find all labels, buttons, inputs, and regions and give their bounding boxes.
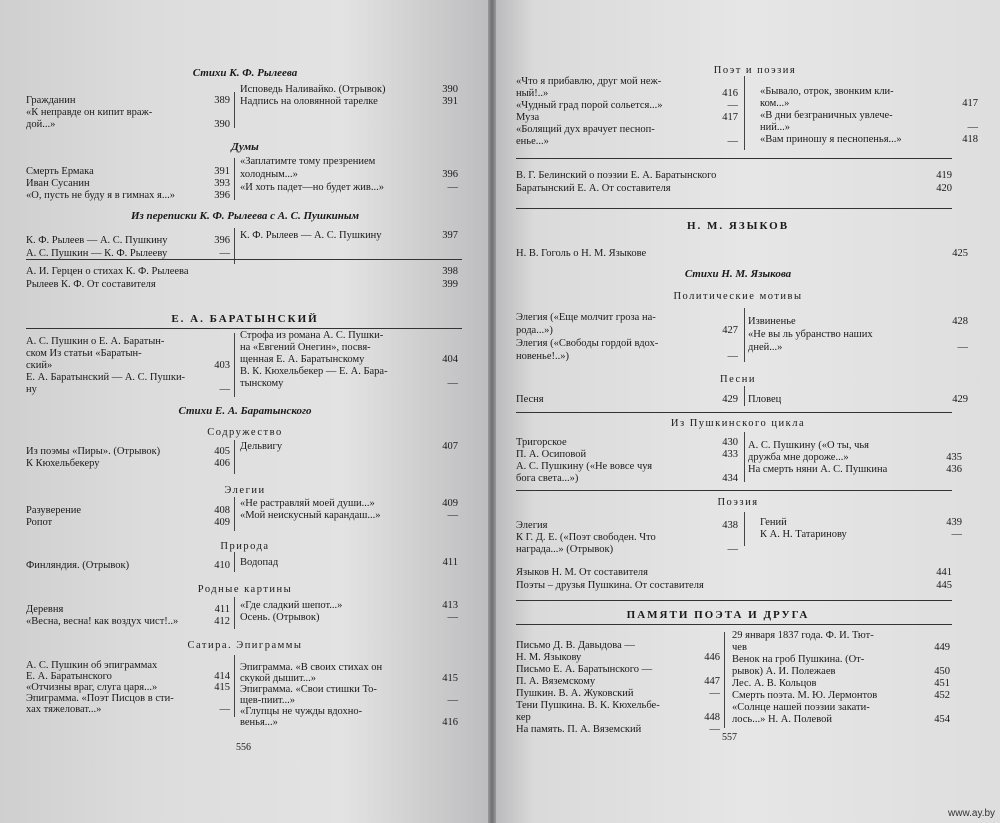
toc-entry-page: 447 [704,676,720,687]
toc-entry-page: 451 [934,678,950,689]
toc-entry-title: ну [26,384,37,395]
toc-entry-page: 417 [722,112,738,123]
toc-entry-page: 449 [934,642,950,653]
toc-entry-title: Дельвигу [240,441,283,452]
section-heading: Родные картины [197,584,293,595]
toc-entry-page: 398 [442,266,458,277]
section-heading: Элегии [224,485,266,496]
toc-entry-page: 434 [722,473,738,484]
toc-entry-title: скукой дышит...» [240,673,316,684]
toc-entry-page: 439 [946,517,962,528]
toc-entry-page: 393 [214,178,230,189]
toc-entry-title: Венок на гроб Пушкина. (От- [732,654,865,665]
toc-entry-title: «Весна, весна! как воздух чист!..» [26,616,179,627]
toc-entry-page: — [709,688,720,699]
toc-entry-title: «Чудный град порой сольется...» [516,100,663,111]
toc-entry-title: Н. М. Языкову [516,652,582,663]
toc-entry-page: — [951,529,962,540]
toc-entry-title: На память. П. А. Вяземский [516,724,642,735]
section-heading: Сатира. Эпиграммы [187,640,303,651]
toc-entry-title: Письмо Д. В. Давыдова — [516,640,635,651]
toc-entry-page: 438 [722,520,738,531]
column-divider [724,632,725,728]
toc-entry-title: дой...» [26,119,56,130]
toc-entry-title: А. И. Герцен о стихах К. Ф. Рылеева [26,266,189,277]
toc-entry-page: 396 [442,169,458,180]
toc-entry-page: 391 [442,96,458,107]
toc-entry-title: Пловец [748,394,782,405]
toc-entry-page: 418 [962,134,978,145]
toc-entry-page: 420 [936,183,952,194]
toc-entry-page: 409 [442,498,458,509]
toc-entry-title: «Где сладкий шепот...» [240,600,343,611]
toc-entry-page: — [967,122,978,133]
toc-entry-title: Смерть поэта. М. Ю. Лермонтов [732,690,878,701]
toc-entry-page: — [727,100,738,111]
toc-entry-page: 390 [214,119,230,130]
toc-entry-title: холодным...» [240,169,298,180]
section-heading: Стихи Е. А. Баратынского [178,405,312,417]
toc-entry-title: П. А. Вяземскому [516,676,596,687]
column-divider [234,655,235,717]
toc-entry-page: 405 [214,446,230,457]
toc-entry-title: Песня [516,394,544,405]
toc-entry-title: Языков Н. М. От составителя [516,567,648,578]
toc-entry-page: 416 [722,88,738,99]
toc-entry-title: Извиненье [748,316,796,327]
toc-entry-title: Поэты – друзья Пушкина. От составителя [516,580,704,591]
toc-entry-title: 29 января 1837 года. Ф. И. Тют- [732,630,874,641]
toc-entry-page: 448 [704,712,720,723]
toc-entry-page: — [727,136,738,147]
toc-entry-page: 414 [214,671,230,682]
divider-line [516,208,952,209]
toc-entry-title: К Кюхельбекеру [26,458,100,469]
divider-line [26,328,462,329]
toc-entry-title: «Отчизны враг, слуга царя...» [26,682,158,693]
toc-entry-title: Водопад [240,557,279,568]
toc-entry-page: 411 [214,604,230,615]
toc-entry-page: 435 [946,452,962,463]
toc-entry-page: — [727,544,738,555]
toc-entry-page: 403 [214,360,230,371]
toc-entry-page: 409 [214,517,230,528]
toc-entry-title: Строфа из романа А. С. Пушки- [240,330,384,341]
toc-entry-title: Тригорское [516,437,567,448]
section-heading: Песни [720,374,756,385]
toc-entry-title: «Мой неискусный карандаш...» [240,510,381,521]
toc-entry-title: Ропот [26,517,53,528]
toc-entry-title: Гений [760,517,787,528]
toc-entry-page: 390 [442,84,458,95]
toc-entry-page: — [219,384,230,395]
toc-entry-title: рывок) А. И. Полежаев [732,666,836,677]
toc-entry-page: — [219,704,230,715]
toc-entry-page: 450 [934,666,950,677]
toc-entry-page: 407 [442,441,458,452]
column-divider [744,432,745,482]
toc-entry-title: щенная Е. А. Баратынскому [240,354,365,365]
toc-entry-page: 411 [442,557,458,568]
toc-entry-page: 408 [214,505,230,516]
column-divider [234,333,235,397]
section-heading: Думы [231,141,259,153]
section-heading: Е. А. БАРАТЫНСКИЙ [171,313,319,325]
toc-entry-title: тынскому [240,378,284,389]
toc-entry-page: — [447,510,458,521]
toc-entry-title: Баратынский Е. А. От составителя [516,183,671,194]
section-heading: Содружество [207,427,283,438]
section-heading: Политические мотивы [673,291,803,302]
toc-entry-page: 433 [722,449,738,460]
toc-entry-page: 417 [962,98,978,109]
toc-entry-page: 428 [952,316,968,327]
toc-entry-title: Тени Пушкина. В. К. Кюхельбе- [516,700,660,711]
toc-entry-title: К. Ф. Рылеев — А. С. Пушкину [26,235,168,246]
toc-entry-page: 445 [936,580,952,591]
toc-entry-title: Финляндия. (Отрывок) [26,560,130,571]
section-heading: Стихи Н. М. Языкова [684,268,792,280]
toc-entry-title: А. С. Пушкину («Не вовсе чуя [516,461,653,472]
toc-entry-page: 396 [214,190,230,201]
toc-entry-title: енье...» [516,136,549,147]
toc-entry-page: 397 [442,230,458,241]
toc-entry-title: «Бывало, отрок, звонким кли- [760,86,894,97]
toc-entry-title: Эпиграмма. «Поэт Писцов в сти- [26,693,174,704]
toc-entry-page: 425 [952,248,968,259]
toc-entry-title: Осень. (Отрывок) [240,612,320,623]
divider-line [26,259,462,260]
toc-entry-page: 429 [952,394,968,405]
column-divider [234,92,235,128]
toc-entry-page: — [727,351,738,362]
toc-entry-title: чев [732,642,747,653]
toc-entry-page: 419 [936,170,952,181]
toc-entry-title: ний...» [760,122,790,133]
divider-line [516,158,952,159]
toc-entry-title: В. Г. Белинский о поэзии Е. А. Баратынского [516,170,717,181]
watermark: www.ay.by [948,808,996,819]
column-divider [234,497,235,531]
toc-entry-title: Элегия [516,520,548,531]
toc-entry-title: «Глупцы не чужды вдохно- [240,706,363,717]
toc-entry-page: — [447,378,458,389]
page-number: 557 [722,732,737,743]
toc-entry-page: 429 [722,394,738,405]
section-heading: Поэт и поэзия [713,65,797,76]
toc-entry-title: «О, пусть не буду я в гимнах я...» [26,190,175,201]
toc-entry-title: «Заплатимте тому презрением [240,156,376,167]
toc-entry-title: А. С. Пушкин о Е. А. Баратын- [26,336,165,347]
toc-entry-page: — [447,695,458,706]
toc-entry-title: ком...» [760,98,790,109]
toc-entry-page: 415 [442,673,458,684]
toc-entry-title: хах тяжеловат...» [26,704,102,715]
toc-entry-page: — [219,248,230,259]
toc-entry-page: 427 [722,325,738,336]
toc-entry-page: 389 [214,95,230,106]
toc-entry-title: Лес. А. В. Кольцов [732,678,817,689]
toc-entry-page: — [447,182,458,193]
divider-line [516,600,952,601]
toc-entry-title: Муза [516,112,540,123]
toc-entry-title: рода...») [516,325,553,336]
toc-entry-title: В. К. Кюхельбекер — Е. А. Бара- [240,366,388,377]
toc-entry-title: «Болящий дух врачует песноп- [516,124,655,135]
toc-entry-page: — [957,342,968,353]
toc-entry-title: «К неправде он кипит враж- [26,107,153,118]
toc-entry-title: венья...» [240,717,278,728]
toc-entry-title: К. Ф. Рылеев — А. С. Пушкину [240,230,382,241]
toc-entry-title: К Г. Д. Е. («Поэт свободен. Что [516,532,656,543]
toc-entry-page: 412 [214,616,230,627]
toc-entry-page: 404 [442,354,458,365]
toc-entry-title: «И хоть падет—но будет жив...» [240,182,384,193]
column-divider [744,76,745,150]
toc-entry-title: «В дни безграничных увлече- [760,110,893,121]
toc-entry-title: щев-пиит...» [240,695,295,706]
toc-entry-title: Разуверение [26,505,82,516]
column-divider [234,440,235,474]
toc-entry-title: кер [516,712,531,723]
page-number: 556 [236,742,251,753]
column-divider [234,597,235,629]
toc-entry-page: — [447,612,458,623]
toc-entry-title: «Вам приношу я песнопенья...» [760,134,902,145]
toc-entry-title: дней...» [748,342,783,353]
book-gutter [488,0,496,823]
toc-entry-page: 410 [214,560,230,571]
toc-entry-title: П. А. Осиповой [516,449,587,460]
toc-entry-title: Смерть Ермака [26,166,94,177]
column-divider [744,308,745,362]
toc-entry-title: ском Из статьи «Баратын- [26,348,142,359]
toc-entry-title: А. С. Пушкин — К. Ф. Рылееву [26,248,168,259]
toc-entry-title: Исповедь Наливайко. (Отрывок) [240,84,386,95]
toc-entry-title: Рылеев К. Ф. От составителя [26,279,156,290]
divider-line [516,412,952,413]
toc-entry-page: 399 [442,279,458,290]
toc-entry-title: Надпись на оловянной тарелке [240,96,378,107]
toc-entry-title: лось...» Н. А. Полевой [732,714,832,725]
toc-entry-title: А. С. Пушкин об эпиграммах [26,660,158,671]
toc-entry-title: Е. А. Баратынский — А. С. Пушки- [26,372,186,383]
toc-entry-title: ный!..» [516,88,549,99]
toc-entry-title: бога света...») [516,473,579,484]
toc-entry-page: 415 [214,682,230,693]
toc-entry-title: «Не вы ль убранство наших [748,329,873,340]
toc-entry-title: Гражданин [26,95,76,106]
section-heading: Стихи К. Ф. Рылеева [192,67,298,79]
toc-entry-page: 396 [214,235,230,246]
toc-entry-title: Е. А. Баратынского [26,671,112,682]
toc-entry-title: Пушкин. В. А. Жуковский [516,688,634,699]
section-heading: Из Пушкинского цикла [670,418,806,429]
column-divider [234,552,235,572]
toc-entry-title: «Солнце нашей поэзии закати- [732,702,870,713]
toc-entry-title: «Что я прибавлю, друг мой неж- [516,76,662,87]
divider-line [516,490,952,491]
toc-entry-title: Письмо Е. А. Баратынского — [516,664,653,675]
column-divider [744,512,745,546]
toc-entry-title: Эпиграмма. «В своих стихах он [240,662,383,673]
toc-entry-title: ский» [26,360,53,371]
toc-entry-title: Н. В. Гоголь о Н. М. Языкове [516,248,647,259]
divider-line [516,624,952,625]
toc-entry-title: Из поэмы «Пиры». (Отрывок) [26,446,161,457]
toc-entry-page: 391 [214,166,230,177]
toc-entry-title: Элегия («Свободы гордой вдох- [516,338,659,349]
toc-entry-page: 452 [934,690,950,701]
toc-entry-page: 430 [722,437,738,448]
toc-entry-title: новенье!..») [516,351,569,362]
toc-entry-page: — [709,724,720,735]
toc-entry-title: К А. Н. Татаринову [760,529,847,540]
toc-entry-title: награда...» (Отрывок) [516,544,614,555]
toc-entry-page: 446 [704,652,720,663]
toc-entry-page: 413 [442,600,458,611]
toc-entry-title: на «Евгений Онегин», посвя- [240,342,371,353]
toc-entry-title: Эпиграмма. «Свои стишки То- [240,684,377,695]
toc-entry-title: дружба мне дороже...» [748,452,849,463]
toc-entry-page: 406 [214,458,230,469]
toc-entry-title: А. С. Пушкину («О ты, чья [748,440,869,451]
toc-entry-page: 416 [442,717,458,728]
toc-entry-title: Элегия («Еще молчит гроза на- [516,312,656,323]
toc-entry-page: 436 [946,464,962,475]
section-heading: Из переписки К. Ф. Рылеева с А. С. Пушкиным [130,210,360,222]
column-divider [234,158,235,200]
toc-entry-page: 454 [934,714,950,725]
section-heading: Н. М. ЯЗЫКОВ [686,220,790,232]
toc-entry-page: 441 [936,567,952,578]
toc-entry-title: Иван Сусанин [26,178,90,189]
toc-entry-title: Деревня [26,604,64,615]
section-heading: Природа [220,541,270,552]
section-heading: ПАМЯТИ ПОЭТА И ДРУГА [626,609,810,621]
section-heading: Поэзия [717,497,759,508]
column-divider [744,386,745,406]
toc-entry-title: На смерть няни А. С. Пушкина [748,464,888,475]
toc-entry-title: «Не растравляй моей души...» [240,498,375,509]
